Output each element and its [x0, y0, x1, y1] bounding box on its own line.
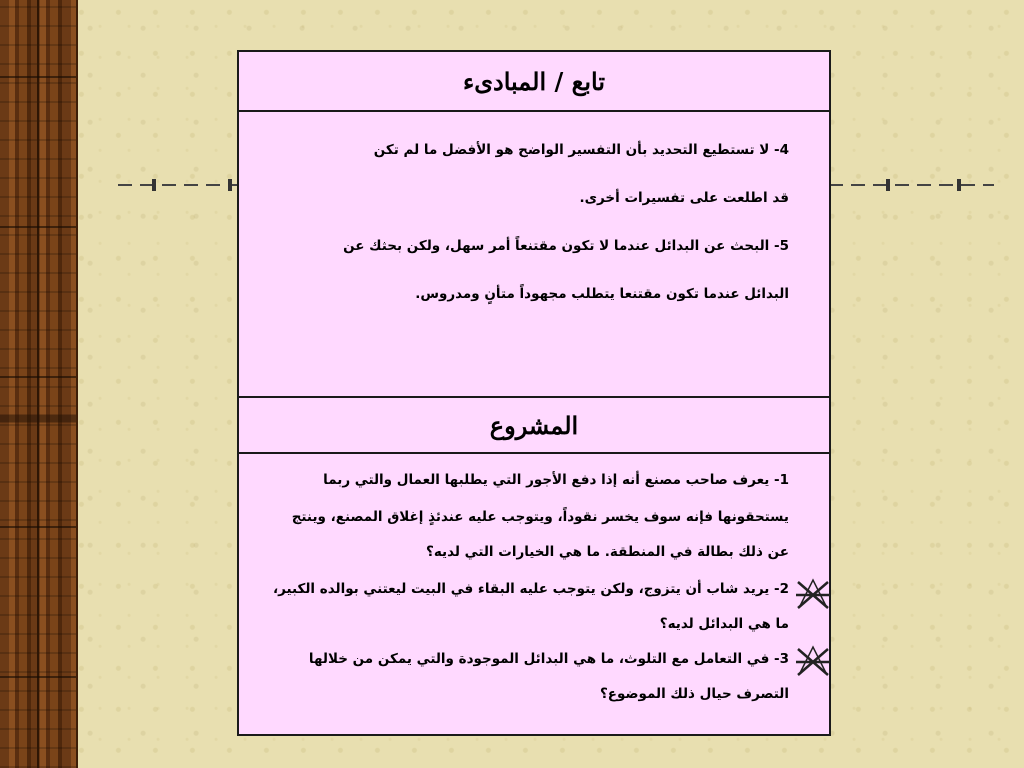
project-line: عن ذلك بطالة في المنطقة. ما هي الخيارات التي لديه؟	[426, 544, 789, 560]
principle-line: 5- البحث عن البدائل عندما لا تكون مقتنعاً أمر سهل، ولكن بحثك عن	[343, 238, 789, 254]
wood-border-decoration	[0, 0, 78, 768]
project-section	[239, 454, 829, 734]
project-line: 3- في التعامل مع التلوث، ما هي البدائل الموجودة والتي يمكن من خلالها	[308, 651, 789, 667]
divider-line-left	[118, 184, 237, 186]
principle-line: قد اطلعت على تفسيرات أخرى.	[579, 190, 789, 206]
title-row	[239, 52, 829, 112]
divider-line-right	[829, 184, 994, 186]
divider-marker	[228, 179, 232, 191]
principle-line: 4- لا تستطيع التحديد بأن التفسير الواضح هو الأفضل ما لم تكن	[373, 142, 789, 158]
x-star-icon	[794, 576, 832, 614]
project-line: التصرف حيال ذلك الموضوع؟	[599, 686, 789, 702]
project-line: يستحقونها فإنه سوف يخسر نقوداً، ويتوجب عليه عندئذٍ إغلاق المصنع، وينتج	[291, 509, 789, 525]
slide-title: تابع / المبادىء	[462, 66, 606, 96]
divider-marker	[957, 179, 961, 191]
divider-marker	[886, 179, 890, 191]
project-line: 2- يريد شاب أن يتزوج، ولكن يتوجب عليه البقاء في البيت ليعتني بوالده الكبير،	[272, 581, 789, 597]
project-line: 1- يعرف صاحب مصنع أنه إذا دفع الأجور التي يطلبها العمال والتي ربما	[323, 472, 789, 488]
principles-section	[239, 112, 829, 398]
principle-line: البدائل عندما تكون مقتنعا يتطلب مجهوداً متأنٍ ومدروس.	[415, 286, 789, 302]
divider-marker	[152, 179, 156, 191]
project-heading-row	[239, 398, 829, 454]
project-line: ما هي البدائل لديه؟	[659, 616, 789, 632]
x-star-icon	[794, 643, 832, 681]
content-panel	[237, 50, 831, 736]
project-heading: المشروع	[489, 410, 579, 440]
